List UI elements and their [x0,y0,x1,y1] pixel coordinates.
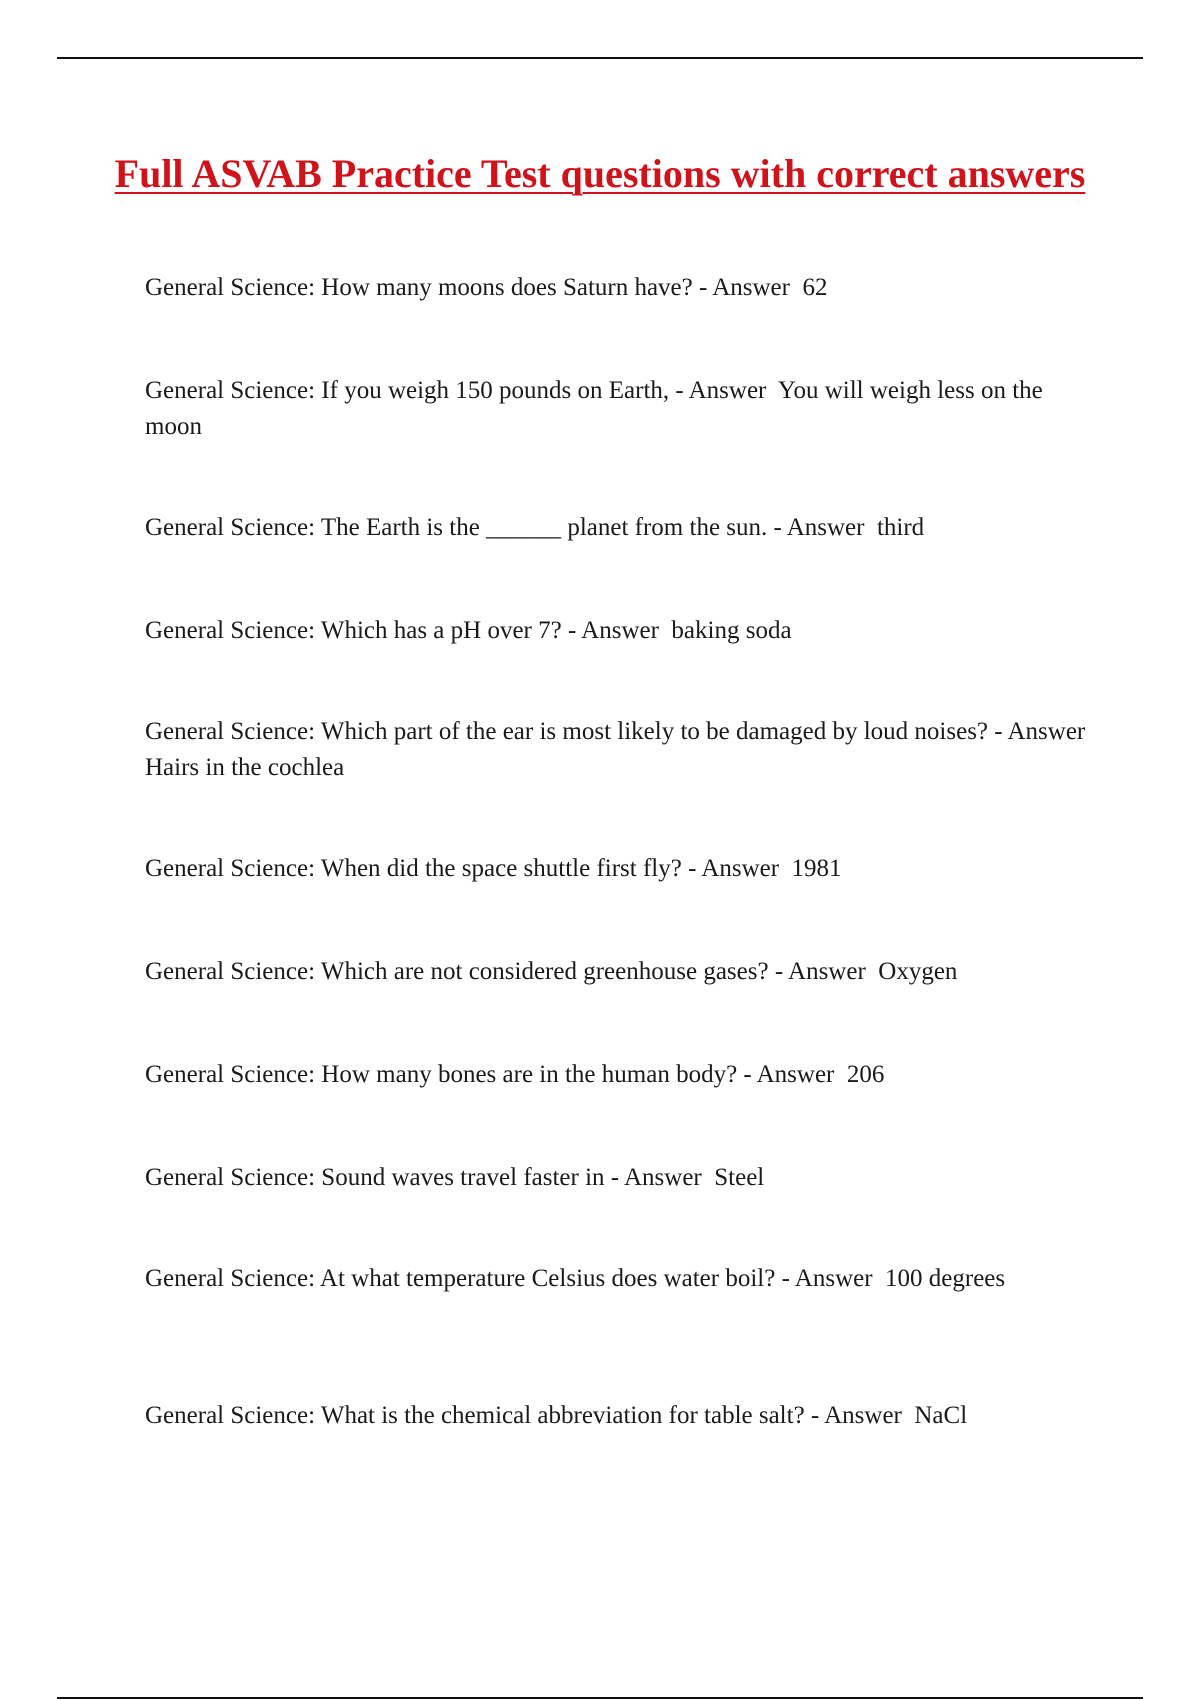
qa-item: General Science: How many bones are in the human body? - Answer 206 [145,1061,885,1088]
top-rule [57,57,1143,59]
qa-item: General Science: What is the chemical abbreviation for table salt? - Answer NaCl [145,1402,968,1429]
qa-item: General Science: The Earth is the ______ planet from the sun. - Answer third [145,514,925,541]
document-title: Full ASVAB Practice Test questions with correct answers [114,151,1086,196]
qa-item: General Science: Which part of the ear is most likely to be damaged by loud noises? - Answer Hairs in the cochlea [145,718,1098,781]
qa-item: General Science: How many moons does Saturn have? - Answer 62 [145,274,828,301]
bottom-rule [57,1697,1143,1699]
qa-item: General Science: Which has a pH over 7? - Answer baking soda [145,617,792,644]
qa-item: General Science: At what temperature Celsius does water boil? - Answer 100 degrees [145,1265,1006,1292]
qa-item: General Science: When did the space shuttle first fly? - Answer 1981 [145,855,842,882]
qa-item: General Science: Which are not considered greenhouse gases? - Answer Oxygen [145,958,958,985]
qa-item: General Science: If you weigh 150 pounds on Earth, - Answer You will weigh less on the moon [145,377,1050,440]
qa-item: General Science: Sound waves travel faster in - Answer Steel [145,1164,765,1191]
